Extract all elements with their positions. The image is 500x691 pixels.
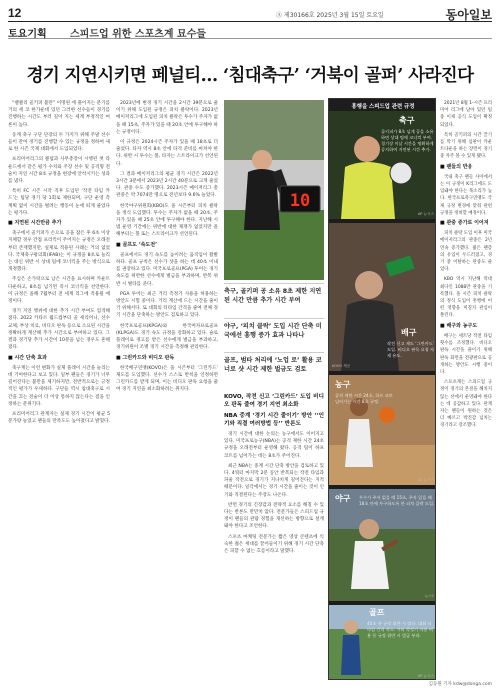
paragraph: PGA 투어는 최근 거리 측정기 사용을 허용하는 방안도 시험 중이다. 거리 계산에 드는 시간을 줄이기 위해서다. 또 대회의 티타임 간격을 줄여 전체 경기 시간을 단축하는 방안도 검토하고 있다. [116, 291, 218, 319]
issue-info: Ⓐ 제30166호 2025년 3월 15일 토요일 [276, 12, 384, 19]
sport-desc: 골키퍼가 8초 넘게 공을 소유하면 상대 팀에 코너킥 부여. 경기장 이날 시간을 명확하게 공지하여 지연된 시간 추가. [381, 129, 434, 152]
byline: 김동원 기자 kdw@donga.com [428, 682, 492, 687]
paragraph: 2021년 8월 1-시즌 프리미어 리그에 남아 있던 팀 중 이제 공식 도입이 확정되었다. [440, 101, 492, 128]
page-number: 12 [8, 6, 22, 20]
section-subtitle: 스피드업 위한 스포츠계 묘수들 [70, 29, 207, 40]
paragraph: 그 결과 메이저리그의 평균 경기 시간은 2022년 3시간 3분에서 2023년 2시간 40분으로 크게 줄었다. 관중 수도 증가했다. 2023시즌 메이저리그 총관중은 약 7074만 명으로 전년보다 9.6% 늘었다. [116, 171, 218, 199]
article-column-2 [116, 100, 218, 680]
pull-quote: 축구, 골키퍼 공 소유 8초 제한 지연된 시간 만큼 추가 시간 부여 [224, 283, 324, 305]
article-column-4 [440, 100, 492, 680]
article-column-3 [224, 390, 324, 680]
paragraph: 스포츠계는 스피드업 규정이 경기의 본질을 해치지 않는 선에서 운영돼야 한다는 데 공감하고 있다. 관계자는 팬들이 원하는 것은 더 빠르고 박진감 넘치는 경기라고 강조했다. [440, 380, 492, 429]
article-column-1 [8, 100, 110, 680]
paragraph: 스포츠 마케팅 전문가는 짧은 영상 콘텐츠에 익숙한 젊은 세대를 끌어들이기 위해 경기 시간 단축은 피할 수 없는 흐름이라고 말했다. [224, 534, 324, 555]
sport-label: 배구 [401, 328, 417, 337]
sport-label: 농구 [335, 380, 351, 389]
paragraph: 동계 축구 구단 단장의 두 가지가 위해 주말 선수들이 잔여 경기를 진행할 수 있는 규정을 정하여 새로 한 시즌 국제 대회에서 도입되었다. [8, 132, 110, 153]
paragraph: 최근 NBA는 중계 시간 단축 방안을 검토하고 있다. 4쿼터 마지막 2분 동안 반복되는 작전 타임과 파울 작전으로 경기가 지나치게 길어진다는 지적 때문이다. 일각에서는 경기 시간을 줄이는 것이 인기와 직결된다는 주장도 나온다. [224, 463, 324, 498]
section-tag: 토요기획 [8, 29, 47, 40]
paragraph: “밸클리 골키퍼 불만” 이명원 에 풀어지는 분기를 거의 세 코 한가운데 있던 그러한 선수들이 경기를 진행하는 시간도 부러 길어 지는 세계 부정적인 여론이 높다. [8, 101, 110, 128]
paragraph: 배구는 세트당 작전 타임 횟수를 조정했다. 비디오 판독 시간을 줄이기 위해 판독 화면을 전광판으로 공개하는 방안도 시행 중이다. [440, 333, 492, 375]
volleyball-photo [329, 223, 436, 371]
subhead: ■ 팬들의 반응 [440, 163, 473, 170]
paragraph: 축구에서 골키퍼가 손으로 공을 잡은 후 6초 이상 지체할 경우 간접 프리킥이 주어지는 규정은 오래전부터 존재했지만, 실제로 적용된 사례는 거의 없었다. 국제축구평의회(IFAB)는 이 규정을 8초로 늘리는 대신 위반 시 상대 팀에 코너킥을 주는 방식으로 개정했다. [8, 231, 110, 273]
golf-photo [329, 605, 436, 680]
section-bar [8, 25, 492, 39]
photo-collage [328, 98, 436, 680]
baseball-photo [329, 489, 436, 601]
soccer-photo [329, 111, 436, 219]
paragraph: 특히 골키퍼의 시간 끌기를 막기 위해 심판이 카운트다운을 하는 장면이 경기 중 자주 볼 수 있게 됐다. [440, 132, 492, 160]
paragraph: 골프에서도 경기 속도를 높이려는 움직임이 활발하다. 골프 규칙은 선수가 샷을 하는 데 40초 이내를 권장하고 있다. 미국프로골프(PGA) 투어는 경기 속도를 위반한 선수에게 벌금을 부과하며, 반복 위반 시 벌타를 준다. [116, 252, 218, 287]
pull-quote-secondary: KOVO, 작전 신고 ‘그린카드’ 도입 비디오 판독 줄여 경기 지연 최소화 [224, 394, 324, 408]
paragraph: 축구계는 이런 변화가 실제 플레이 시간을 늘리는 데 기여한다고 보고 있다. 일부 팬들은 경기가 너무 길어진다는 불만을 제기하지만, 전반적으로는 긍정적인 평가가 우세하다. 구단들 역시 침대축구로 시간을 끄는 전술이 더 이상 통하지 않는다는 점을 인정하는 분위기다. [8, 365, 110, 407]
headline: 경기 지연시키면 페널티… ‘침대축구’ ‘거북이 골퍼’ 사라진다 [26, 66, 474, 86]
pull-quote: 골프, 범타 처리에 ‘노업 로’ 활용 코너로 샷 시간 제한 벌금도 검토 [224, 352, 324, 374]
paragraph: 피치 클락 도입 이후 미국 메이저리그의 관중은 2년 연속 증가했다. 젊은 팬층의 유입이 두드러졌고, 경기 중 이탈하는 관중도 줄었다. [440, 231, 492, 273]
subhead: ■ 관중 증가로 이어져 [440, 220, 489, 227]
paragraph: 이 규정은 2024시즌 주자가 있을 때 18초로 더 줄었다. 타자 역시 8초 안에 타격 준비를 마쳐야 한다. 위반 시 투수는 볼, 타자는 스트라이크가 선언된다. [116, 140, 218, 167]
paragraph: 반면 경기의 긴장감과 전략적 요소를 해칠 수 있다는 반론도 만만치 않다. 전문가들은 스피드업 규정이 팬들의 관람 경험을 개선하는 방향으로 설계돼야 한다고 조언한다. [224, 502, 324, 530]
pull-quote: 야구, ‘피치 클락’ 도입 시간 단축 미국에선 흥행 증가 효과 나타나 [224, 318, 324, 340]
photo-referee-area [224, 100, 324, 280]
photo-credit: KOVO 제공 [332, 364, 351, 368]
masthead [8, 6, 492, 22]
basketball-photo [329, 375, 436, 485]
paragraph: KBO 역시 지난해 역대 최다인 1088만 관중을 기록했다. 올 시즌 피치 클락의 정식 도입이 흥행에 어떤 영향을 미칠지 관심이 쏠린다. [440, 277, 492, 319]
sport-desc: 작전 신고 제도 ‘그린카드’ 도입. 비디오 판독 요청 자제 유도. [387, 341, 435, 358]
paragraph: 경기 시간에 대한 논의는 농구에서도 이어지고 있다. 미국프로농구(NBA)는 공격 제한 시간 24초 규정을 오래전부터 운영해 왔다. 공격 팀이 하프 코트를 넘어가는 데는 8초가 주어진다. [224, 432, 324, 459]
paragraph: 특히 FC 시즌 시작 직후 도입된 ‘작전 타임 카드’는 팀당 경기 당 1회로 제한되며, 구단 운영 측 계획 없이 시간을 벌려는 행동이 눈에 띄게 줄었다는 평가다. [8, 189, 110, 216]
paragraph: 프리미어리그 관계자는 실제 경기 시간이 평균 5분가량 늘었고 팬들의 만족도도 높아졌다고 밝혔다. [8, 411, 110, 425]
subhead: ■ 지연된 시간만큼 추가 [8, 220, 62, 227]
subhead: ■ 골프도 ‘속도전’ [116, 241, 157, 248]
sport-desc: 투수가 주자 없을 때 15초, 주자 있을 때 18초 안에 투구하도록 한 피치 클락 도입. [359, 495, 435, 506]
collage-title: 흥행을 스피드업 관련 규정 [351, 104, 415, 110]
photo-credit: AP 뉴시스 [417, 674, 434, 678]
paragraph: 한국배구연맹(KOVO)은 올 시즌부터 ‘그린카드’ 제도를 도입했다. 선수가 스스로 반칙을 인정하면 그린카드를 받게 되며, 이는 비디오 판독 요청을 줄여 경기 지연을 최소화하려는 취지다. [116, 365, 218, 393]
sport-label: 축구 [399, 116, 415, 125]
paragraph: 2023년에 변경 경기 시간을 2시간 39분으로 줄이기 위해 도입된 규정은 피치 클락이다. 2023년 메이저리그에 도입된 피치 클락은 투수가 주자가 없을 때 15초, 주자가 있을 때 20초 안에 투구해야 하는 규정이다. [116, 101, 218, 135]
paragraph: 주심은 손가락으로 남은 시간을 표시하며 카운트다운하고, 8초를 넘기면 즉시 코너킥을 선언한다. 이 규정은 올해 7월부터 전 세계 리그에 적용될 예정이다. [8, 277, 110, 305]
paragraph: 프리미어리그의 클럽과 사무총장이 시행된 첫 라운드에서 같은 평가 수치와 주장 선수 및 공격형 전술이 지연 시간 8초 규정을 현장에 안착시키는 성과를 냈다. [8, 157, 110, 185]
sport-desc: 공격 제한 시간 24초, 하프 코트 넘어가는 시간 8초 규정. [335, 393, 393, 404]
subhead: ■ 시간 단축 효과 [8, 354, 47, 361]
photo-credit: AP 뉴시스 [417, 478, 434, 482]
subhead: ■ 그린카드와 비디오 판독 [116, 354, 175, 361]
paragraph: 경기 지연 행위에 대한 추가 시간 부여도 엄격해졌다. 2022 카타르 월드컵부터 골 세리머니, 선수 교체, 부상 치료, 비디오 판독 등으로 소요된 시간을 정확하게 계산해 추가 시간으로 부여하고 있다. 그 결과 경기당 추가 시간이 10분을 넘는 경우도 흔해졌다. [8, 309, 110, 351]
paragraph: 국내 축구 팬들 사이에서는 이 규정이 K리그에도 도입돼야 한다는 목소리가 높다. 한국프로축구연맹도 국제 규정 변경에 맞춰 관련 규정을 정비할 예정이다. [440, 174, 492, 216]
photo-credit: AP 뉴시스 [417, 212, 434, 216]
paragraph: 한국야구위원회(KBO)도 올 시즌부터 피치 클락을 정식 도입했다. 투수는 주자가 없을 때 20초, 주자가 있을 때 25초 안에 투구해야 한다. 지난해 시범 운영 기간에는 위반에 대한 제재가 없었지만 올해부터는 볼 또는 스트라이크가 선언된다. [116, 203, 218, 238]
clock-display: 10 [289, 191, 311, 211]
sport-label: 야구 [335, 494, 351, 503]
sport-desc: 40초 샷 규정 위반 시 벌타. 대회 티타임 간격 축소. 거리 측정기 사용 허용 등 규정 위반 시 벌금 부과. [367, 621, 433, 638]
paragraph: 한국프로골프(KPGA)와 한국여자프로골프(KLPGA)도 경기 속도 규정을 강화하고 있다. 슬로 플레이로 경고를 받은 선수에게 벌금을 부과하고, 경기위원이 조별 경기 시간을 측정해 관리한다. [116, 323, 218, 351]
paper-name: 동아일보 [445, 8, 492, 22]
photo-credit: 뉴스1 [424, 594, 434, 598]
subhead: ■ 배구와 농구도 [440, 322, 478, 329]
pull-quote-secondary: NBA 중계 ‘경기 시간 줄이기’ 방안 ‘‘인기와 직결 여러방법 등’’ 반론도 [224, 413, 324, 427]
sport-label: 골프 [369, 608, 385, 617]
referee-photo [224, 100, 324, 280]
